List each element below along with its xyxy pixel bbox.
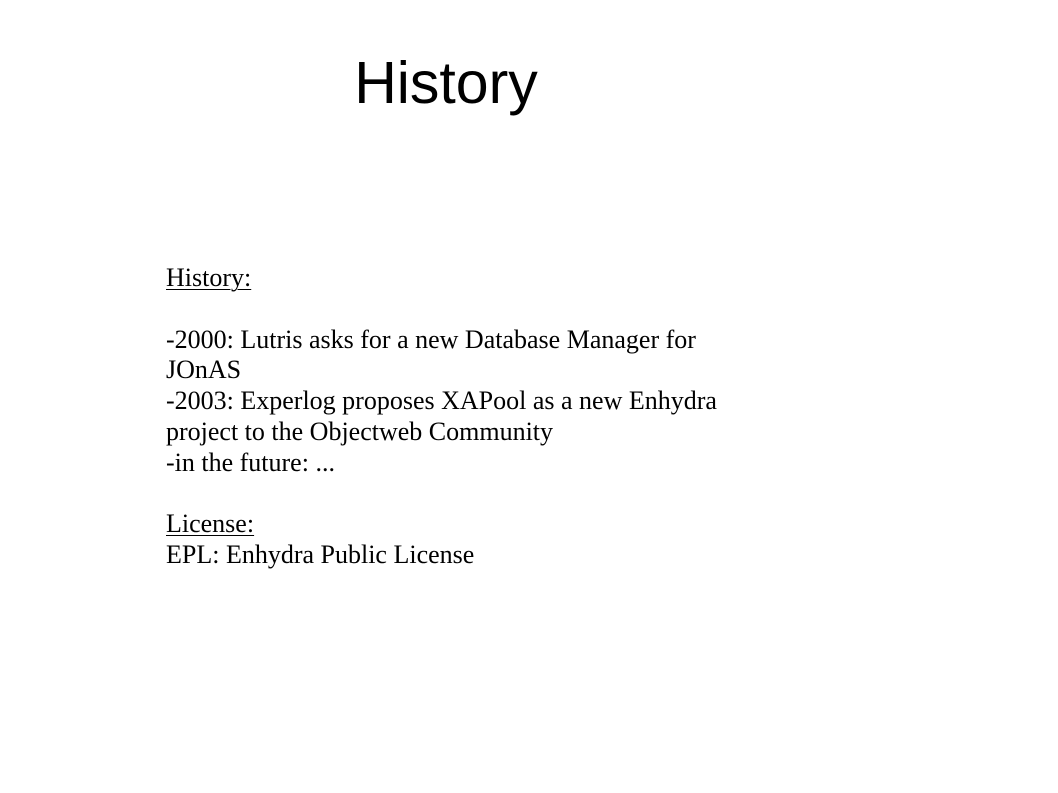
license-text: EPL: Enhydra Public License (166, 540, 475, 570)
license-heading: License: (166, 509, 255, 539)
history-line: -2003: Experlog proposes XAPool as a new Enhydra (166, 386, 717, 416)
history-line: -2000: Lutris asks for a new Database Manager for (166, 324, 696, 354)
history-heading: History: (166, 263, 252, 292)
slide-body (166, 263, 906, 571)
blank-line (166, 294, 906, 325)
history-line: JOnAS (166, 355, 242, 385)
history-line: project to the Objectweb Community (166, 416, 554, 446)
blank-line (166, 479, 906, 510)
slide-title: History (354, 50, 538, 116)
history-line: -in the future: ... (166, 447, 335, 477)
